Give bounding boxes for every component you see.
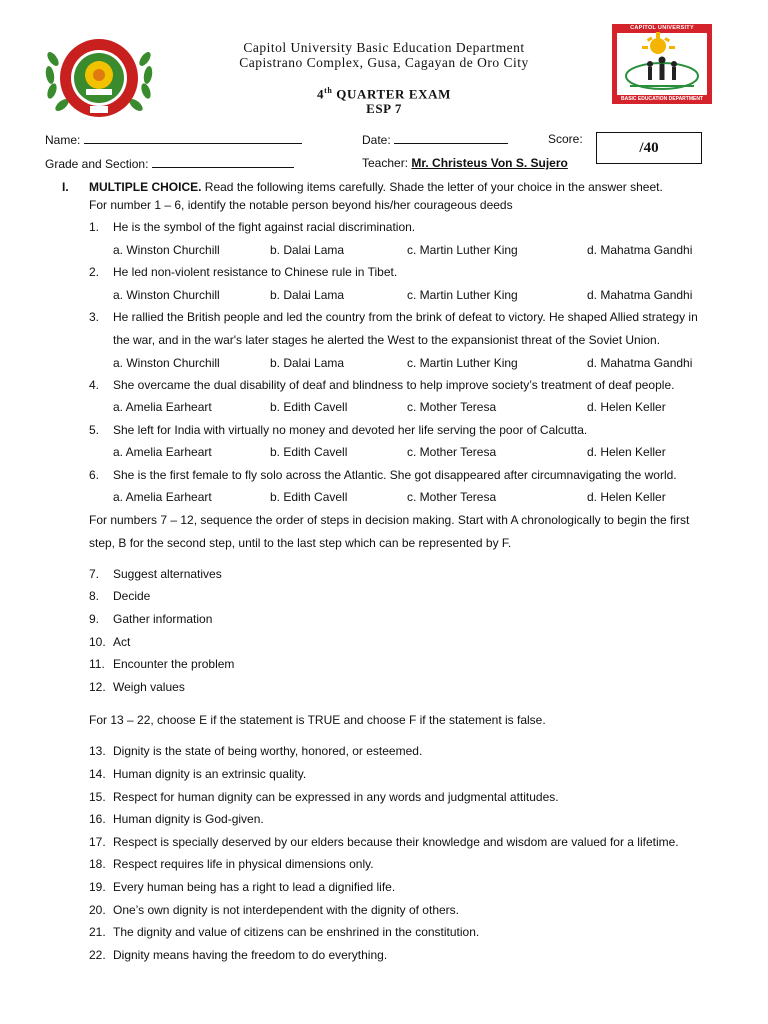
sequence-instruction-continuation: step, B for the second step, until to the last step which can be represented by F.: [89, 536, 512, 550]
option-b[interactable]: b. Dalai Lama: [270, 356, 345, 370]
option-c[interactable]: c. Mother Teresa: [407, 490, 497, 504]
mc-question: 4. She overcame the dual disability of deaf and blindness to help improve society’s treatment of deaf people.: [89, 378, 675, 392]
exam-subject: ESP 7: [366, 101, 402, 116]
name-blank[interactable]: [84, 132, 302, 144]
right-logo-bottom-text: BASIC EDUCATION DEPARTMENT: [620, 96, 704, 102]
mc-options: [113, 490, 733, 506]
truefalse-instruction: For 13 – 22, choose E if the statement is TRUE and choose F if the statement is false.: [89, 713, 546, 727]
list-item: 16. Human dignity is God-given.: [89, 812, 264, 826]
school-name: Capitol University Basic Education Department: [243, 40, 525, 55]
score-box: /40: [596, 132, 702, 164]
score-label: Score:: [548, 132, 583, 146]
date-blank[interactable]: [394, 132, 508, 144]
section-instruction-text: Read the following items carefully. Shade the letter of your choice in the answer sheet.: [204, 180, 663, 194]
list-item: 18. Respect requires life in physical dimensions only.: [89, 857, 374, 871]
option-c[interactable]: c. Martin Luther King: [407, 356, 518, 370]
option-a[interactable]: a. Winston Churchill: [113, 356, 220, 370]
mc-options: [113, 288, 733, 304]
mc-options: [113, 356, 733, 372]
name-field[interactable]: [45, 132, 302, 147]
grade-section-label: Grade and Section:: [45, 157, 149, 171]
mc-options: [113, 445, 733, 461]
mc-question-continuation: the war, and in the war's later stages he alerted the West to the expansionist threat of the Soviet Union.: [113, 333, 661, 347]
list-item: 11. Encounter the problem: [89, 657, 235, 671]
option-d[interactable]: d. Helen Keller: [587, 445, 666, 459]
option-b[interactable]: b. Dalai Lama: [270, 288, 345, 302]
mc-options: [113, 243, 733, 259]
list-item: 14. Human dignity is an extrinsic quality.: [89, 767, 307, 781]
grade-section-blank[interactable]: [152, 156, 294, 168]
date-label: Date:: [362, 133, 391, 147]
right-logo-top-text: CAPITOL UNIVERSITY: [630, 25, 694, 31]
option-a[interactable]: a. Amelia Earheart: [113, 490, 212, 504]
name-label: Name:: [45, 133, 81, 147]
list-item: 12. Weigh values: [89, 680, 185, 694]
option-b[interactable]: b. Dalai Lama: [270, 243, 345, 257]
option-c[interactable]: c. Mother Teresa: [407, 400, 497, 414]
mc-question: 3. He rallied the British people and led the country from the brink of defeat to victory. He shaped Allied strategy in: [89, 310, 698, 324]
list-item: 13. Dignity is the state of being worthy, honored, or esteemed.: [89, 744, 423, 758]
mc-options: [113, 400, 733, 416]
option-a[interactable]: a. Winston Churchill: [113, 243, 220, 257]
option-d[interactable]: d. Mahatma Gandhi: [587, 243, 693, 257]
option-d[interactable]: d. Helen Keller: [587, 490, 666, 504]
option-b[interactable]: b. Edith Cavell: [270, 400, 348, 414]
mc-sub-instruction: For number 1 – 6, identify the notable person beyond his/her courageous deeds: [89, 198, 513, 212]
list-item: 10. Act: [89, 635, 131, 649]
section-roman: I.: [62, 180, 69, 194]
option-c[interactable]: c. Martin Luther King: [407, 243, 518, 257]
mc-question: 1. He is the symbol of the fight against racial discrimination.: [89, 220, 416, 234]
option-d[interactable]: d. Mahatma Gandhi: [587, 356, 693, 370]
mc-question: 6. She is the first female to fly solo across the Atlantic. She got disappeared after circumnavigating the world.: [89, 468, 677, 482]
option-c[interactable]: c. Mother Teresa: [407, 445, 497, 459]
mc-question: 5. She left for India with virtually no money and devoted her life serving the poor of Calcutta.: [89, 423, 588, 437]
teacher-name: Mr. Christeus Von S. Sujero: [411, 156, 568, 170]
list-item: 9. Gather information: [89, 612, 213, 626]
option-c[interactable]: c. Martin Luther King: [407, 288, 518, 302]
list-item: 17. Respect is specially deserved by our elders because their knowledge and wisdom are valued for a lifetime.: [89, 835, 679, 849]
exam-label: QUARTER EXAM: [336, 86, 451, 102]
option-a[interactable]: a. Amelia Earheart: [113, 445, 212, 459]
school-address: Capistrano Complex, Gusa, Cagayan de Oro City: [239, 55, 529, 70]
option-a[interactable]: a. Amelia Earheart: [113, 400, 212, 414]
teacher-label: Teacher:: [362, 156, 409, 170]
section-instruction: [89, 180, 663, 194]
list-item: 7. Suggest alternatives: [89, 567, 222, 581]
list-item: 22. Dignity means having the freedom to do everything.: [89, 948, 388, 962]
date-field[interactable]: [362, 132, 508, 147]
list-item: 19. Every human being has a right to lead a dignified life.: [89, 880, 396, 894]
sequence-instruction: For numbers 7 – 12, sequence the order of steps in decision making. Start with A chronologically to begin the first: [89, 513, 690, 527]
mc-question: 2. He led non-violent resistance to Chinese rule in Tibet.: [89, 265, 398, 279]
option-d[interactable]: d. Helen Keller: [587, 400, 666, 414]
option-d[interactable]: d. Mahatma Gandhi: [587, 288, 693, 302]
exam-number: 4: [316, 86, 325, 102]
list-item: 20. One’s own dignity is not interdependent with the dignity of others.: [89, 903, 459, 917]
option-a[interactable]: a. Winston Churchill: [113, 288, 220, 302]
list-item: 21. The dignity and value of citizens can be enshrined in the constitution.: [89, 925, 480, 939]
exam-ordinal: th: [324, 86, 333, 95]
list-item: 15. Respect for human dignity can be expressed in any words and judgmental attitudes.: [89, 790, 559, 804]
list-item: 8. Decide: [89, 589, 151, 603]
option-b[interactable]: b. Edith Cavell: [270, 490, 348, 504]
teacher-field: [362, 156, 568, 170]
grade-section-field[interactable]: [45, 156, 294, 171]
section-title: MULTIPLE CHOICE.: [89, 180, 202, 194]
option-b[interactable]: b. Edith Cavell: [270, 445, 348, 459]
exam-title: [0, 86, 768, 102]
